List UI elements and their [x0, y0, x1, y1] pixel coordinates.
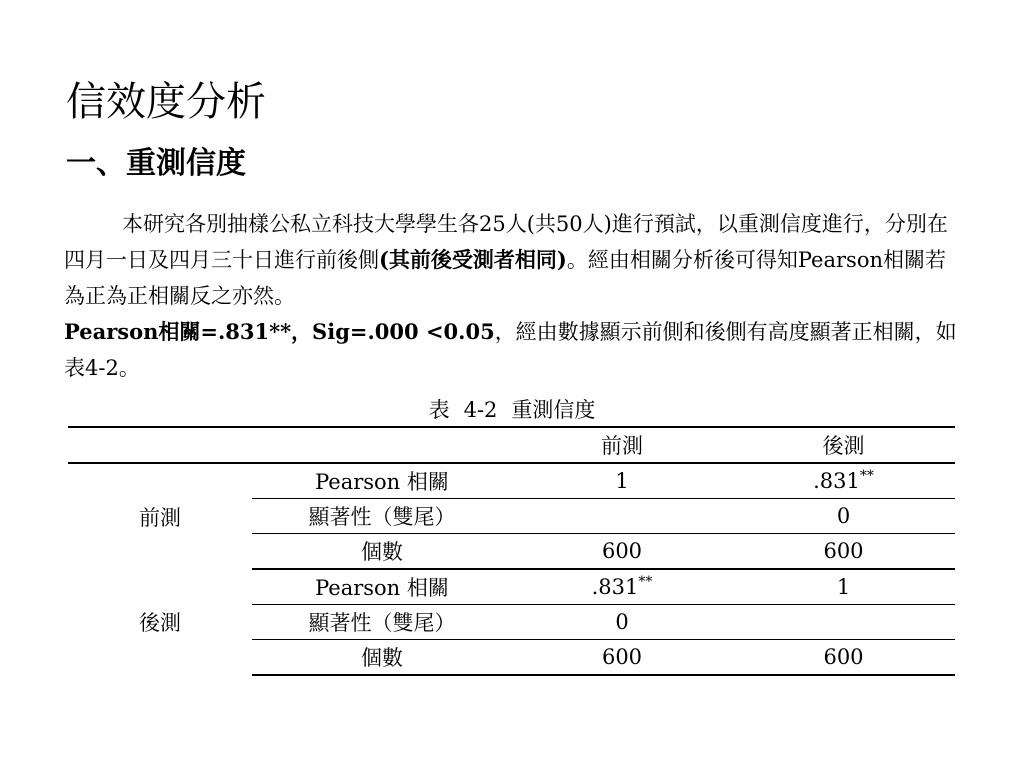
- header-blank-1: [68, 427, 252, 463]
- paragraph-text-3: ，經由數據顯示前側和後側有高度顯著正相關，如表4-2。: [64, 320, 957, 380]
- cell-post: 0: [732, 499, 955, 534]
- slide-title: 信效度分析: [66, 79, 266, 125]
- correlation-table: [68, 426, 955, 676]
- table-group-pretest: [68, 463, 955, 569]
- row-label: 顯著性（雙尾）: [252, 499, 512, 534]
- cell-pre: 0: [512, 605, 732, 640]
- cell-pre: .831**: [591, 574, 653, 599]
- caption-name: 重測信度: [511, 398, 596, 422]
- row-label: 個數: [252, 640, 512, 676]
- header-posttest: 後測: [732, 427, 955, 463]
- group-label: 後測: [139, 611, 181, 635]
- table-header-row: [68, 427, 955, 463]
- header-blank-2: [252, 427, 512, 463]
- header-pretest: 前測: [512, 427, 732, 463]
- group-label: 前測: [139, 505, 181, 530]
- table-row: [68, 463, 955, 499]
- cell-pre: 600: [512, 640, 732, 676]
- row-label: 顯著性（雙尾）: [252, 605, 512, 640]
- table-caption: [0, 395, 1024, 425]
- cell-post: .831**: [813, 468, 874, 493]
- cell-pre: 1: [615, 469, 629, 493]
- cell-post: 600: [732, 640, 955, 676]
- section-heading: 一、重測信度: [66, 146, 246, 181]
- cell-post: 600: [732, 534, 955, 570]
- paragraph-text-2: 。經由相關分析後可得知Pearson相關若為正為正相關反之亦然。: [64, 248, 946, 308]
- paragraph-emphasis-1: (其前後受測者相同): [379, 247, 567, 272]
- cell-pre: 600: [512, 534, 732, 570]
- body-paragraph: [64, 206, 964, 386]
- cell-post: 1: [836, 575, 851, 599]
- table-group-posttest: [68, 569, 955, 675]
- cell-pre: [512, 499, 732, 534]
- table-row: [68, 569, 955, 605]
- paragraph-text-1: 本研究各別抽樣公私立科技大學學生各25人(共50人)進行預試，以重測信度進行，分別在四月一日及四月三十日進行前後側: [64, 212, 948, 272]
- caption-label: 表: [428, 398, 450, 422]
- row-label: Pearson 相關: [315, 576, 449, 600]
- row-label: Pearson 相關: [315, 470, 449, 494]
- paragraph-emphasis-2: Pearson相關=.831**，Sig=.000 <0.05: [64, 319, 495, 344]
- row-label: 個數: [252, 534, 512, 570]
- cell-post: [732, 605, 955, 640]
- caption-number: 4-2: [463, 398, 498, 422]
